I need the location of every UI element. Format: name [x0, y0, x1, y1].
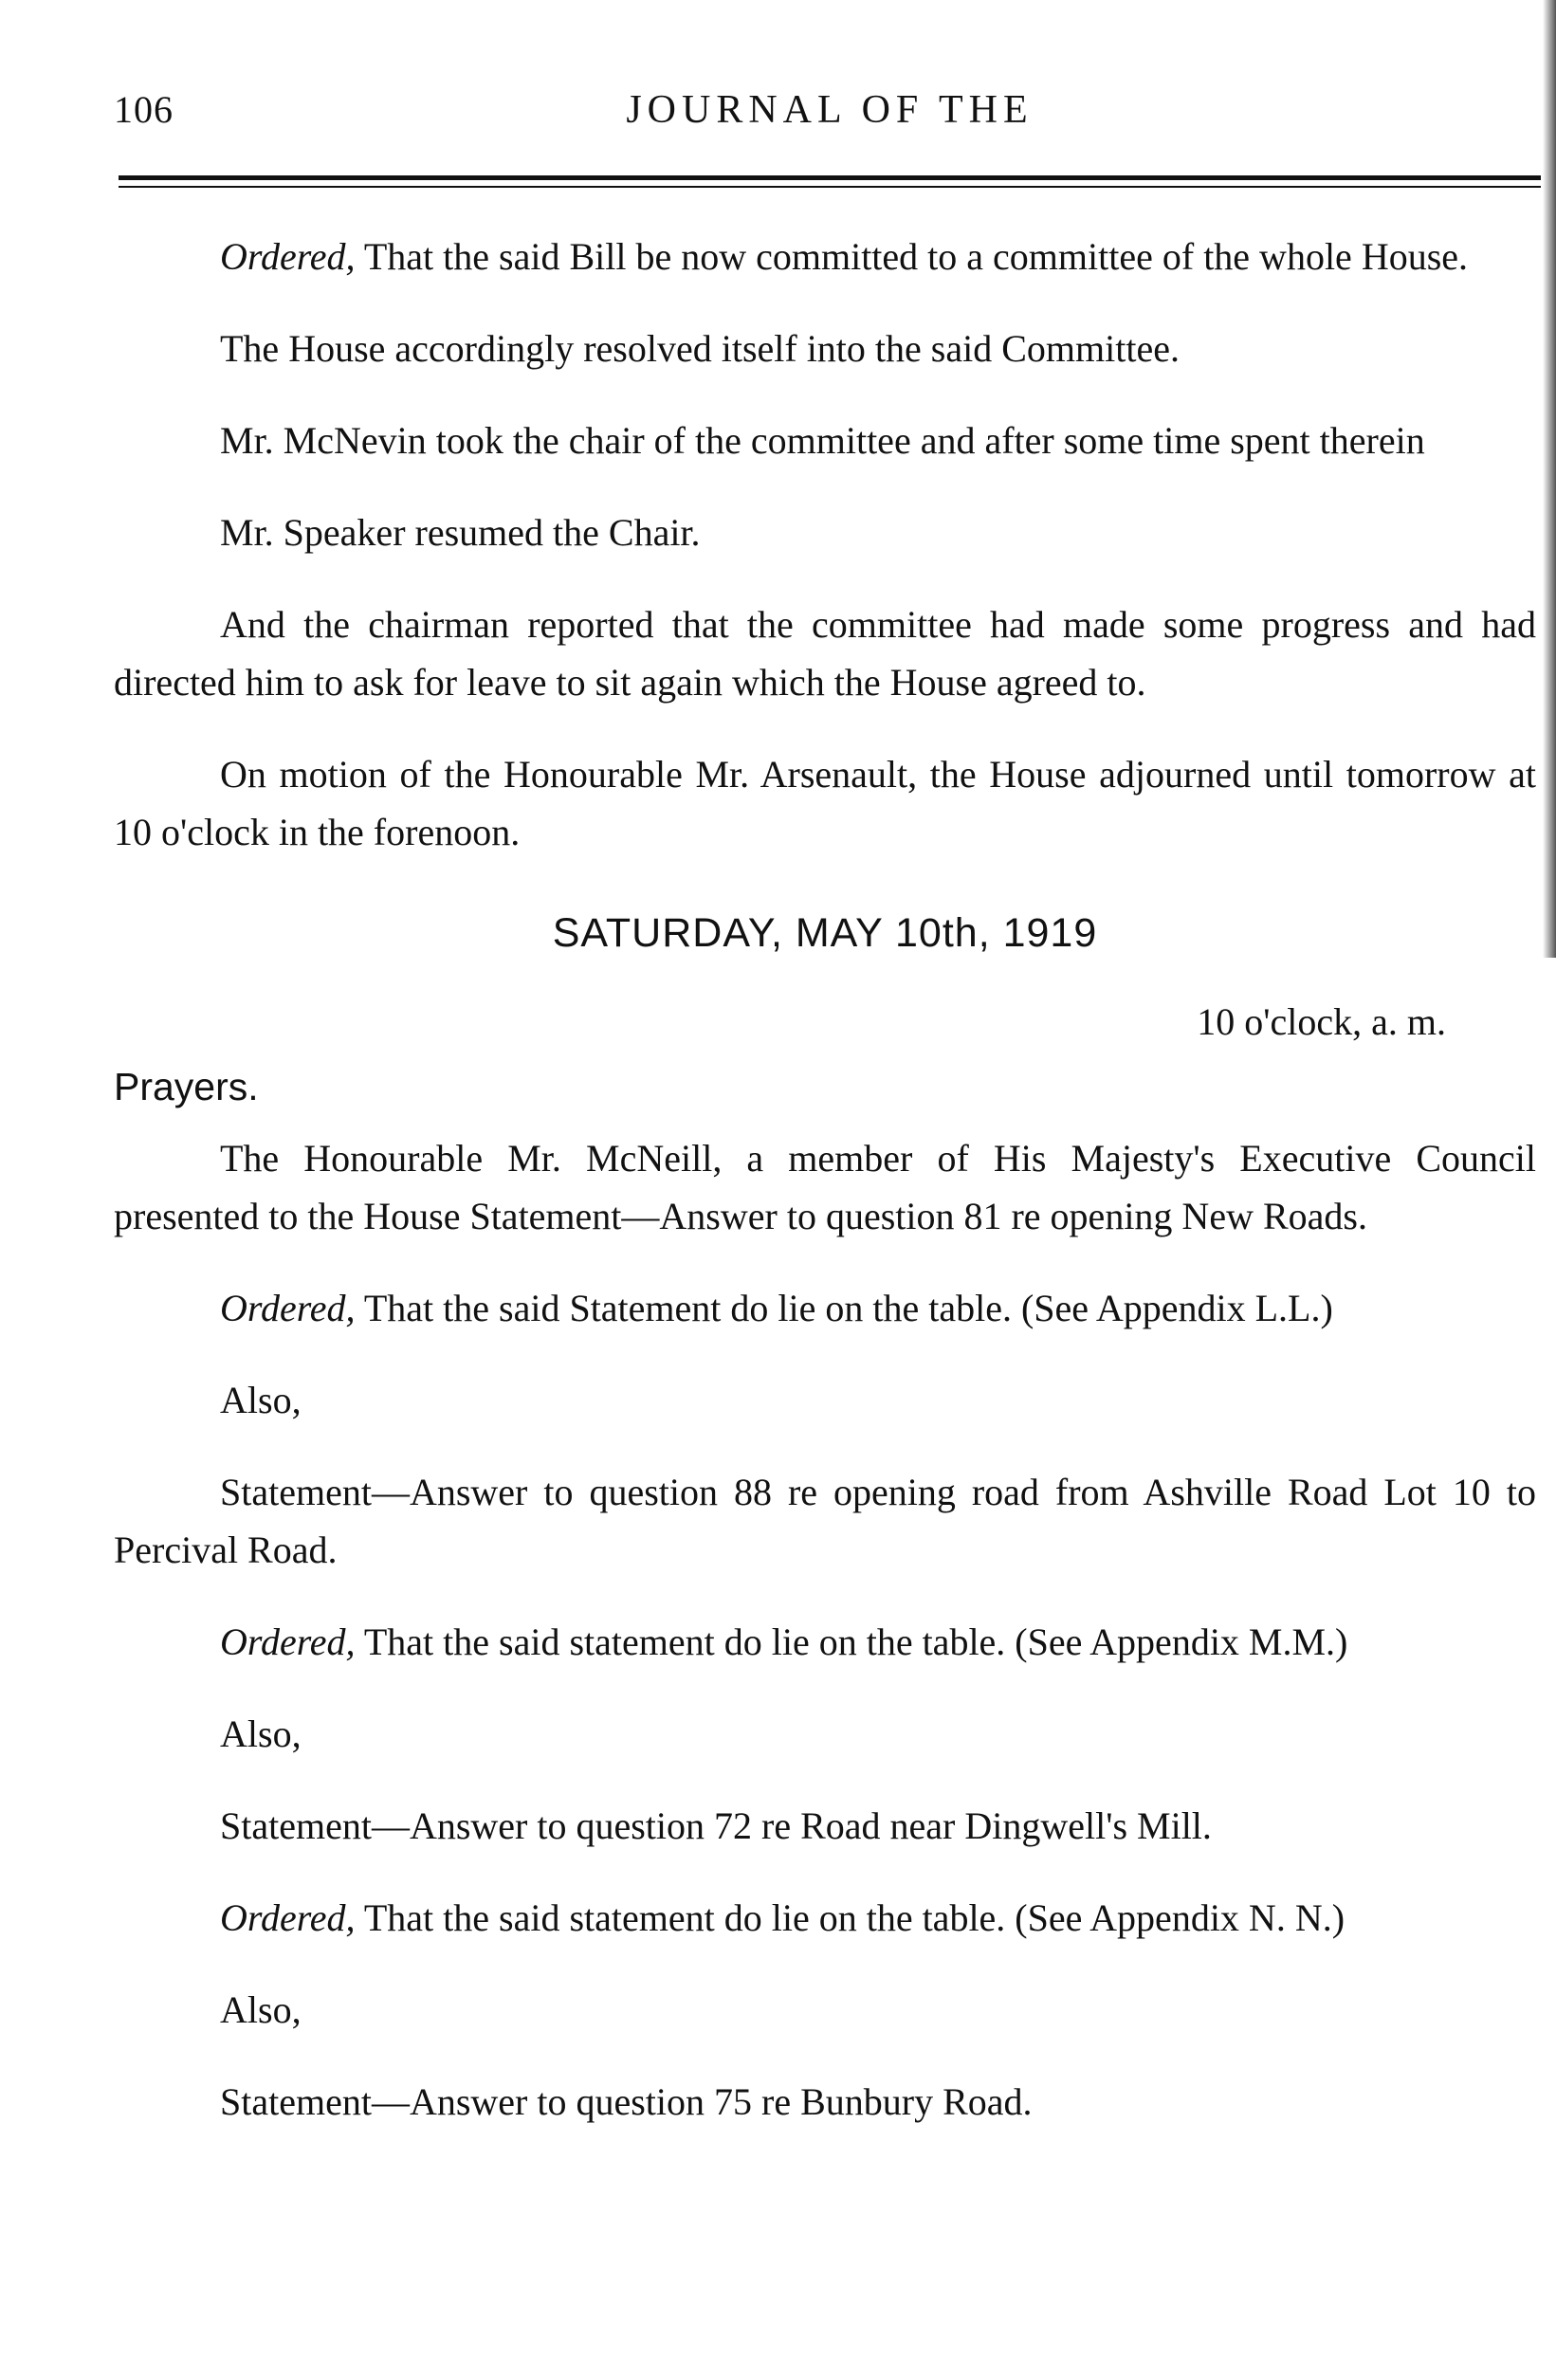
paragraph: Also,	[220, 1988, 302, 2031]
session-date-heading: SATURDAY, MAY 10th, 1919	[552, 910, 1098, 956]
ordered-lead: Ordered,	[220, 1287, 356, 1329]
paragraph: The Honourable Mr. McNeill, a member of His Majesty's Executive Council presented to the House Statement—Answer to question 81 re opening New Roads.	[114, 1137, 1536, 1237]
page-number: 106	[114, 88, 174, 131]
paragraph: Statement—Answer to question 72 re Road near Dingwell's Mill.	[220, 1804, 1212, 1847]
header-rule-thin	[119, 186, 1541, 188]
paragraph: On motion of the Honourable Mr. Arsenault, the House adjourned until tomorrow at 10 o'clock in the forenoon.	[114, 753, 1536, 853]
page-header	[114, 87, 1546, 144]
session-time: 10 o'clock, a. m.	[1197, 1000, 1446, 1043]
paragraph: Mr. Speaker resumed the Chair.	[220, 511, 701, 554]
page-edge-shadow	[1543, 0, 1556, 958]
paragraph	[114, 1279, 1536, 1337]
running-title: JOURNAL OF THE	[626, 88, 1034, 132]
paragraph	[114, 1613, 1536, 1671]
paragraph-text: That the said statement do lie on the table. (See Appendix M.M.)	[355, 1620, 1348, 1663]
ordered-lead: Ordered,	[220, 235, 356, 278]
page-body	[114, 228, 1536, 2131]
ordered-lead: Ordered,	[220, 1896, 356, 1939]
paragraph-text: That the said Bill be now committed to a committee of the whole House.	[355, 235, 1469, 278]
paragraph: And the chairman reported that the committee had made some progress and had directed him to ask for leave to sit again which the House agreed to.	[114, 603, 1536, 704]
prayers-heading: Prayers.	[114, 1065, 259, 1108]
paragraph: The House accordingly resolved itself into the said Committee.	[220, 327, 1180, 370]
paragraph: Also,	[220, 1712, 302, 1755]
paragraph-text: That the said Statement do lie on the table. (See Appendix L.L.)	[355, 1287, 1333, 1329]
paragraph: Also,	[220, 1379, 302, 1421]
paragraph: Statement—Answer to question 75 re Bunbury Road.	[220, 2080, 1033, 2123]
paragraph: Statement—Answer to question 88 re opening road from Ashville Road Lot 10 to Percival Road.	[114, 1471, 1536, 1571]
paragraph: Mr. McNevin took the chair of the committee and after some time spent therein	[220, 419, 1425, 462]
paragraph	[114, 1889, 1536, 1947]
paragraph	[114, 228, 1536, 285]
header-rule-thick	[119, 175, 1541, 180]
paragraph-text: That the said statement do lie on the table. (See Appendix N. N.)	[355, 1896, 1345, 1939]
ordered-lead: Ordered,	[220, 1620, 356, 1663]
